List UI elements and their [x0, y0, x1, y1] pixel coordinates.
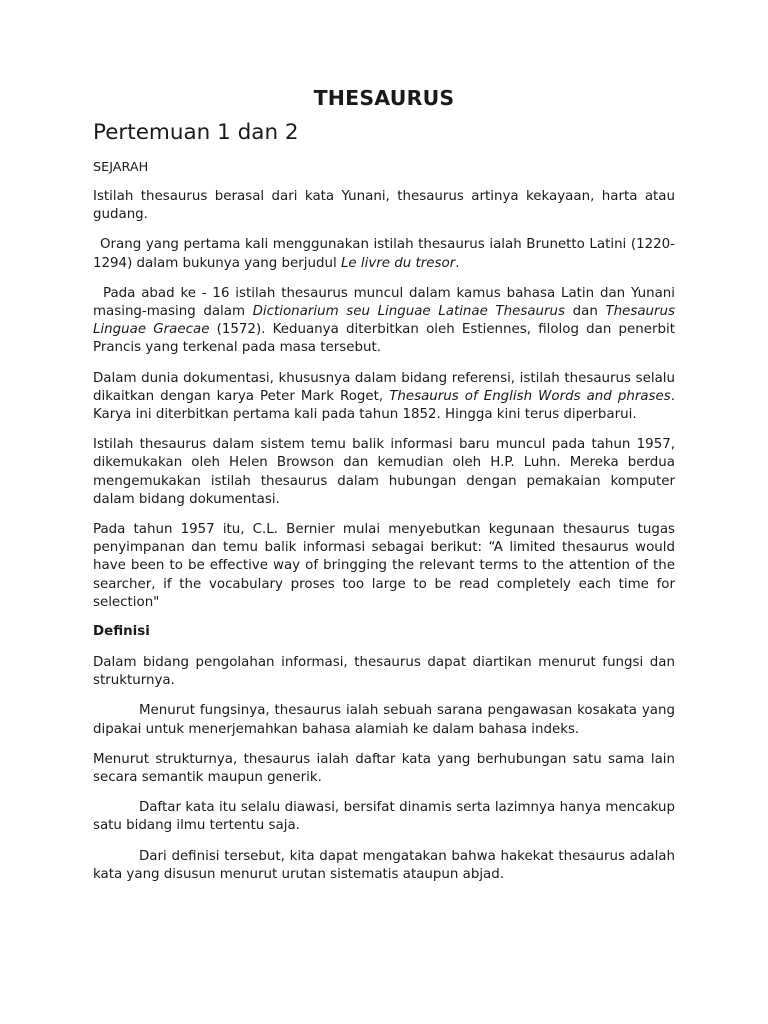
paragraph-etymology: Istilah thesaurus berasal dari kata Yunani, thesaurus artinya kekayaan, harta atau gudang.: [93, 189, 675, 223]
section-heading-definisi: Definisi: [93, 624, 150, 640]
paragraph-bernier-quote: Pada tahun 1957 itu, C.L. Bernier mulai menyebutkan kegunaan thesaurus tugas penyimpanan dan temu balik informasi sebagai berikut: “A limited thesaurus would have been to be effective way of bringging the relevant terms to the attention of the searcher, if the vocabulary proses too large to be read completely each time for selection": [93, 522, 675, 610]
paragraph-text: .: [455, 255, 460, 271]
paragraph-text: . Karya ini diterbitkan pertama kali pada tahun 1852. Hingga kini terus diperbarui.: [93, 388, 675, 423]
book-title-italic: Thesaurus of English Words and phrases: [389, 388, 671, 404]
paragraph-text: Pada abad ke - 16 istilah thesaurus muncul dalam kamus bahasa Latin dan Yunani masing-masing dalam: [93, 285, 675, 320]
paragraph-text: Dalam dunia dokumentasi, khususnya dalam bidang referensi, istilah thesaurus selalu dikaitkan dengan karya Peter Mark Roget,: [93, 370, 675, 404]
paragraph-16th-century: [93, 285, 675, 358]
paragraph-text: dan: [565, 304, 606, 320]
paragraph-conclusion: Dari definisi tersebut, kita dapat mengatakan bahwa hakekat thesaurus adalah kata yang disusun menurut urutan sistematis ataupun abjad.: [93, 848, 675, 882]
paragraph-retrieval-1957: Istilah thesaurus dalam sistem temu balik informasi baru muncul pada tahun 1957, dikemukakan oleh Helen Browson dan kemudian oleh H.P. Luhn. Mereka berdua mengemukakan istilah thesaurus dalam hubungan dengan pemakaian komputer dalam bidang dokumentasi.: [93, 437, 675, 507]
paragraph-word-list: Daftar kata itu selalu diawasi, bersifat dinamis serta lazimnya hanya mencakup satu bidang ilmu tertentu saja.: [93, 800, 675, 834]
paragraph-text: Orang yang pertama kali menggunakan istilah thesaurus ialah Brunetto Latini (1220-1294) dalam bukunya yang berjudul: [93, 237, 675, 271]
paragraph-first-use: [93, 236, 675, 272]
book-title-italic: Le livre du tresor: [340, 255, 456, 271]
paragraph-by-function: Menurut fungsinya, thesaurus ialah sebuah sarana pengawasan kosakata yang dipakai untuk menerjemahkan bahasa alamiah ke dalam bahasa indeks.: [93, 703, 675, 737]
document-heading: Pertemuan 1 dan 2: [93, 120, 299, 145]
paragraph-by-structure: Menurut strukturnya, thesaurus ialah daftar kata yang berhubungan satu sama lain secara semantik maupun generik.: [93, 751, 675, 786]
document-page: [93, 86, 675, 896]
paragraph-definition-intro: Dalam bidang pengolahan informasi, thesaurus dapat diartikan menurut fungsi dan strukturnya.: [93, 655, 675, 689]
paragraph-roget: [93, 370, 675, 425]
book-title-italic: Dictionarium seu Linguae Latinae Thesaurus: [252, 304, 566, 320]
document-title: THESAURUS: [313, 86, 455, 110]
book-title-italic: Thesaurus Linguae Graecae: [93, 304, 675, 338]
section-heading-sejarah: SEJARAH: [93, 160, 149, 175]
paragraph-text: (1572). Keduanya diterbitkan oleh Estiennes, filolog dan penerbit Prancis yang terkenal pada masa tersebut.: [93, 322, 675, 356]
